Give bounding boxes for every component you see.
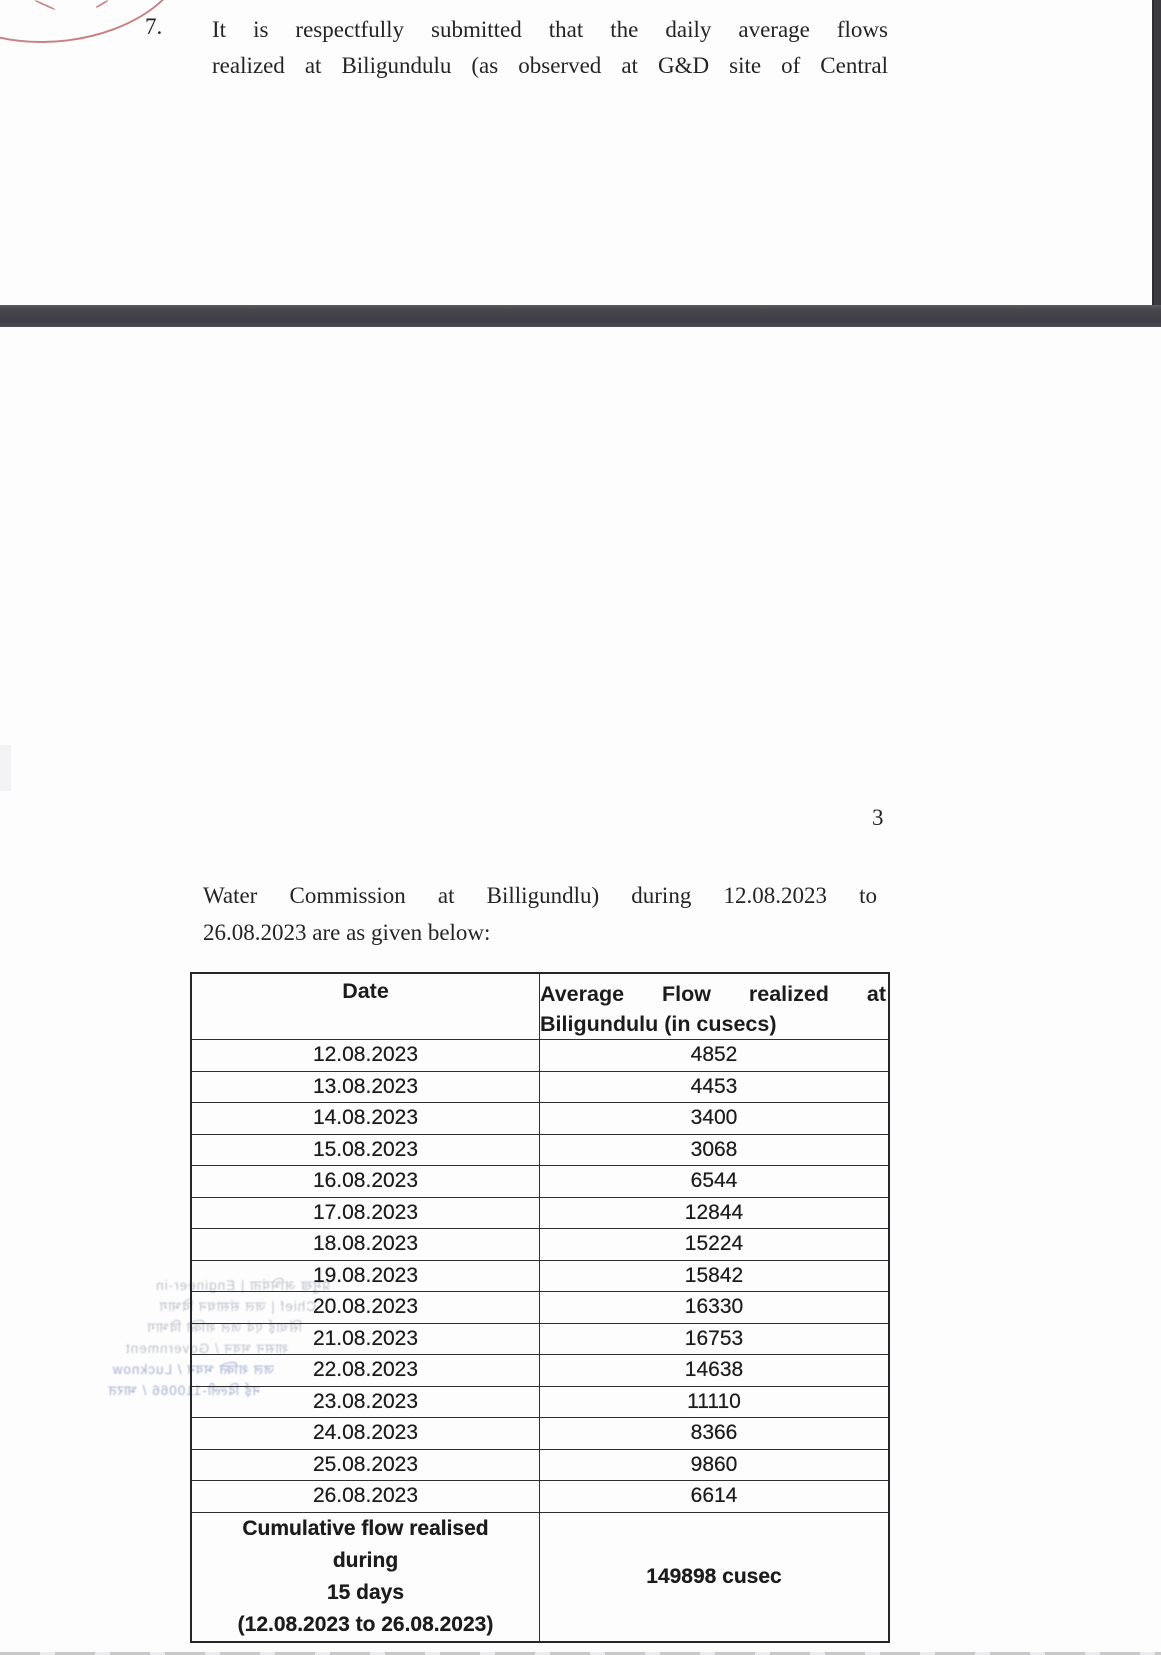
table-row	[191, 1292, 889, 1324]
paragraph-7	[212, 12, 888, 84]
paragraph-7-line-1: It is respectfully submitted that the daily average flows	[212, 17, 888, 42]
red-stamp-arc-icon	[0, 0, 194, 57]
summary-label-line: 15 days	[326, 1580, 405, 1604]
flow-value-cell: 16753	[540, 1323, 890, 1355]
flow-value-cell: 6544	[540, 1166, 890, 1198]
flow-value-cell: 15842	[540, 1260, 890, 1292]
date-cell: 22.08.2023	[191, 1355, 540, 1387]
bleedthrough-line: नई दिल्ली-110066 / भारत	[107, 1383, 260, 1398]
table-header	[191, 973, 889, 1040]
paragraph-number: 7.	[145, 14, 163, 39]
paragraph-line-2: 26.08.2023 are as given below:	[203, 920, 491, 945]
viewer-background-strip	[1152, 0, 1161, 306]
table-row	[191, 1103, 889, 1135]
flow-column-header	[540, 973, 890, 1040]
table-row	[191, 1166, 889, 1198]
table-row	[191, 1386, 889, 1418]
table-row	[191, 1260, 889, 1292]
bleedthrough-line: सिंचाई एवं जल शक्ति विभाग	[146, 1320, 302, 1335]
paragraph-7-line-2: realized at Biligundulu (as observed at G&D site of Central	[212, 53, 888, 78]
paragraph-line-1: Water Commission at Billigundlu) during 12.08.2023 to	[203, 883, 877, 908]
flow-value-cell: 3400	[540, 1103, 890, 1135]
date-cell: 20.08.2023	[191, 1292, 540, 1324]
bleedthrough-line: शासन भवन / Government	[124, 1341, 288, 1356]
flow-data-table	[190, 972, 890, 1643]
table-row	[191, 1449, 889, 1481]
document-page-3	[0, 327, 1161, 1636]
date-cell: 19.08.2023	[191, 1260, 540, 1292]
date-cell: 16.08.2023	[191, 1166, 540, 1198]
date-cell: 26.08.2023	[191, 1481, 540, 1513]
summary-label-line: during	[332, 1548, 399, 1572]
table-row	[191, 1229, 889, 1261]
flow-value-cell: 11110	[540, 1386, 890, 1418]
flow-value-cell: 4453	[540, 1071, 890, 1103]
table-row	[191, 1323, 889, 1355]
date-cell: 23.08.2023	[191, 1386, 540, 1418]
flow-value-cell: 15224	[540, 1229, 890, 1261]
page-gap-band	[0, 305, 1161, 327]
table-body	[191, 1040, 889, 1513]
table-row	[191, 1197, 889, 1229]
flow-value-cell: 16330	[540, 1292, 890, 1324]
date-cell: 14.08.2023	[191, 1103, 540, 1135]
date-cell: 18.08.2023	[191, 1229, 540, 1261]
bleedthrough-line: जल शक्ति भवन / Lucknow	[111, 1362, 274, 1377]
table-row	[191, 1355, 889, 1387]
flow-value-cell: 12844	[540, 1197, 890, 1229]
flow-column-header-line-1: Average Flow realized at	[540, 982, 886, 1006]
summary-row	[191, 1512, 889, 1642]
page-number: 3	[872, 805, 884, 830]
table-row	[191, 1040, 889, 1072]
flow-column-header-line-2: Biligundulu (in cusecs)	[540, 1012, 777, 1036]
flow-value-cell: 6614	[540, 1481, 890, 1513]
date-cell: 12.08.2023	[191, 1040, 540, 1072]
summary-value-cell: 149898 cusec	[540, 1512, 890, 1642]
date-cell: 17.08.2023	[191, 1197, 540, 1229]
table-row	[191, 1071, 889, 1103]
bleedthrough-line: प्रमुख अभियंता | Engineer-in	[155, 1278, 330, 1293]
summary-label-cell	[191, 1512, 540, 1642]
bleedthrough-line: Chief | जल संसाधन विभाग	[158, 1299, 316, 1314]
table-row	[191, 1134, 889, 1166]
table-row	[191, 1481, 889, 1513]
flow-value-cell: 4852	[540, 1040, 890, 1072]
summary-label-line: (12.08.2023 to 26.08.2023)	[237, 1612, 494, 1636]
table-header-row	[191, 973, 889, 1040]
date-cell: 25.08.2023	[191, 1449, 540, 1481]
date-column-header: Date	[191, 973, 540, 1040]
date-cell: 13.08.2023	[191, 1071, 540, 1103]
scan-smudge	[0, 745, 11, 791]
flow-value-cell: 3068	[540, 1134, 890, 1166]
document-page-1	[0, 0, 1161, 305]
flow-value-cell: 8366	[540, 1418, 890, 1450]
date-cell: 24.08.2023	[191, 1418, 540, 1450]
paragraph-continuation	[203, 877, 877, 951]
table-row	[191, 1418, 889, 1450]
flow-value-cell: 9860	[540, 1449, 890, 1481]
summary-label-line: Cumulative flow realised	[242, 1516, 489, 1540]
flow-value-cell: 14638	[540, 1355, 890, 1387]
table-summary	[191, 1512, 889, 1642]
date-cell: 21.08.2023	[191, 1323, 540, 1355]
date-cell: 15.08.2023	[191, 1134, 540, 1166]
